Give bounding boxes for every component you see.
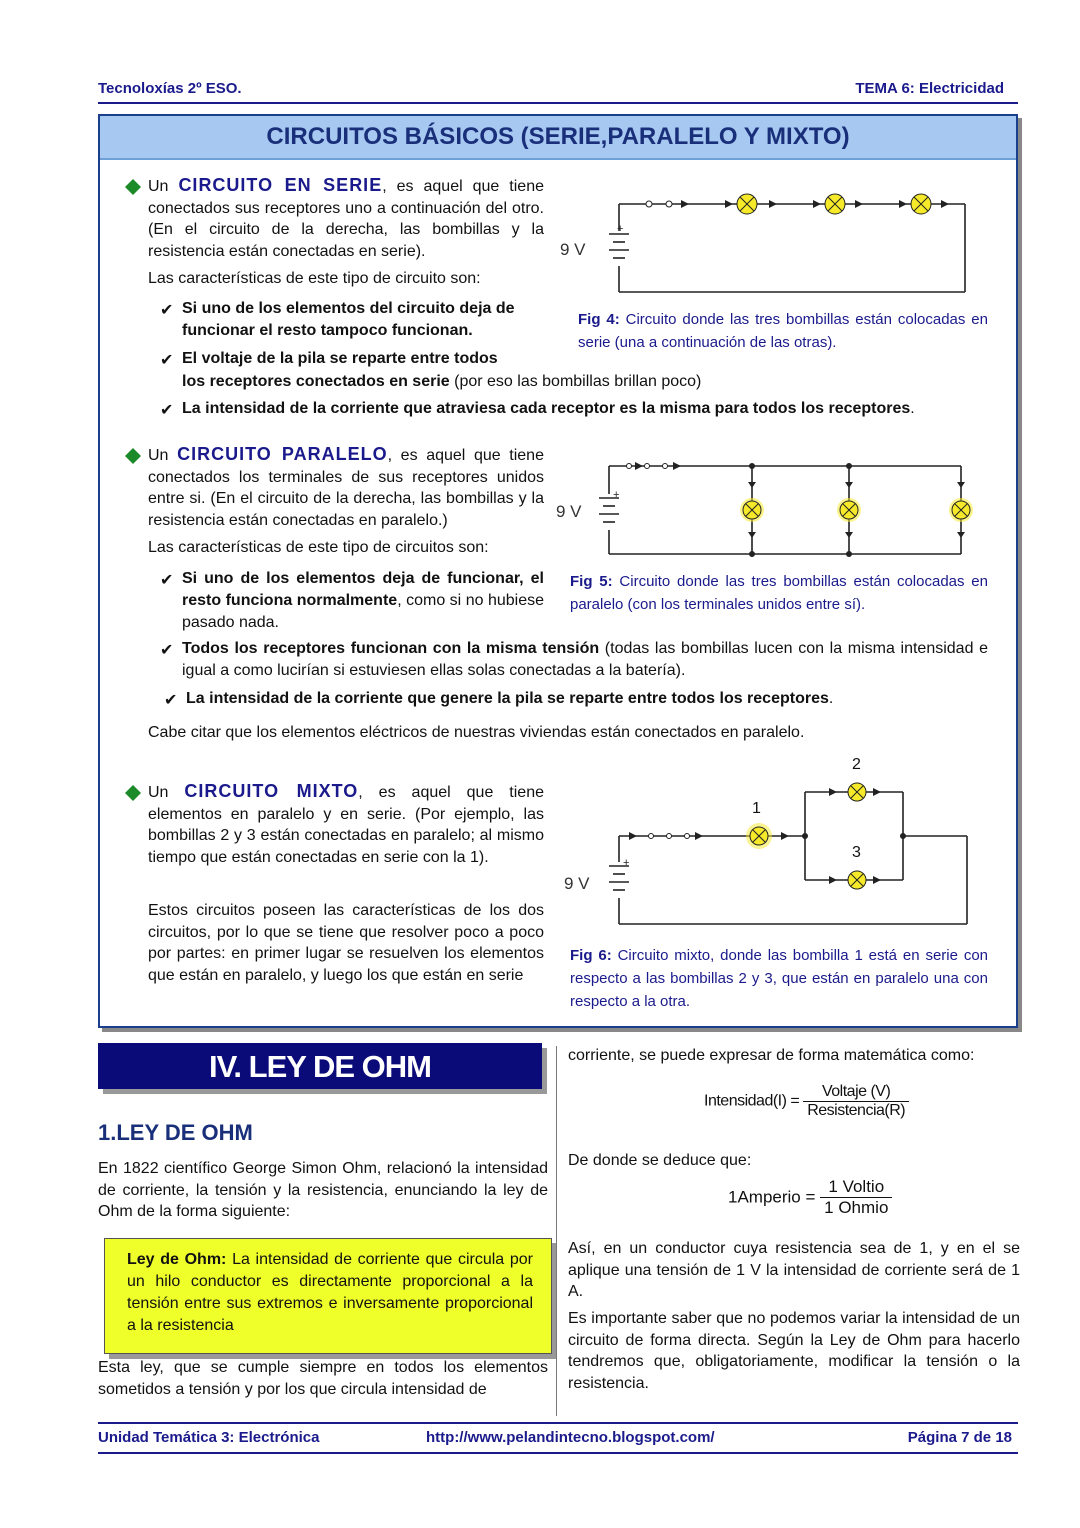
header-left: Tecnoloxías 2º ESO.	[98, 80, 242, 97]
bulb-icon	[740, 498, 764, 522]
series-circuit-diagram	[555, 186, 975, 296]
parallel-circuit-diagram	[555, 456, 975, 560]
ohm-law-text: Ley de Ohm: La intensidad de corriente que circula por un hilo conductor es directamente proporcional a la tensión entre sus extremos e inversamente proporcional a la resistencia	[127, 1251, 534, 1334]
fig5-caption: Fig 5: Circuito donde las tres bombillas están colocadas en paralelo (con los terminales unidos entre sí).	[570, 573, 988, 613]
mixto-keyword: CIRCUITO MIXTO	[184, 781, 359, 801]
bulb-icon	[848, 871, 866, 889]
ohm-right-3: Así, en un conductor cuya resistencia sea de 1, y en el se aplique una tensión de 1 V la intensidad de corriente será de 1 A.	[568, 1240, 1020, 1300]
parallel-battery-label: 9 V	[556, 502, 582, 521]
bulb-2-label: 2	[852, 756, 861, 773]
mixed-circuit-diagram	[555, 756, 975, 931]
bulb-icon	[949, 498, 973, 522]
bulb-icon	[737, 194, 757, 214]
serie-char-3: La intensidad de la corriente que atraviesa cada receptor es la misma para todos los receptores.	[182, 400, 915, 417]
mixto-description-2: Estos circuitos poseen las características de los dos circuitos, por lo que se tiene que resolver poco a poco por partes: en primer lugar se resuelven los elementos que están en paralelo, y luego los que están en serie	[148, 902, 544, 984]
serie-intro: Las características de este tipo de circuito son:	[148, 270, 481, 287]
formula-1-numerator: Voltaje (V)	[803, 1083, 909, 1102]
check-icon: ✔	[160, 642, 174, 659]
svg-text:+: +	[613, 489, 620, 501]
serie-char-2a: El voltaje de la pila se reparte entre todos	[182, 350, 498, 367]
bulb-1-label: 1	[752, 800, 761, 817]
section-title: IV. LEY DE OHM	[98, 1043, 542, 1089]
footer-left: Unidad Temática 3: Electrónica	[98, 1429, 320, 1446]
footer-url[interactable]: http://www.pelandintecno.blogspot.com/	[426, 1429, 715, 1446]
mixto-description: Un CIRCUITO MIXTO, es aquel que tiene elementos en paralelo y en serie. (Por ejemplo, las bombillas 2 y 3 están conectadas en paralelo; al mismo tiempo que están conectadas en serie con la 1).	[148, 781, 544, 866]
paralelo-description: Un CIRCUITO PARALELO, es aquel que tiene conectados los terminales de sus receptores unidos entre si. (En el circuito de la derecha, las bombillas y la resistencia están conectadas en paralelo.)	[148, 444, 544, 529]
paralelo-char-3: La intensidad de la corriente que genere la pila se reparte entre todos los receptores.	[186, 690, 834, 707]
page-header	[98, 78, 1018, 104]
subsection-title: 1.LEY DE OHM	[98, 1120, 253, 1145]
bulb-icon	[825, 194, 845, 214]
diamond-bullet-icon	[124, 447, 142, 465]
check-icon: ✔	[160, 572, 174, 589]
header-right: TEMA 6: Electricidad	[855, 80, 1004, 97]
fig6-caption: Fig 6: Circuito mixto, donde las bombilla 1 está en serie con respecto a las bombillas 2 y 3, que están en paralelo una con respecto a la otra.	[570, 947, 988, 1010]
circuits-box	[98, 114, 1018, 1028]
page-footer	[98, 1422, 1018, 1454]
serie-char-1: Si uno de los elementos del circuito deja de funcionar el resto tampoco funcionan.	[182, 300, 515, 339]
check-icon: ✔	[160, 402, 174, 419]
serie-keyword: CIRCUITO EN SERIE	[178, 175, 383, 195]
ohm-right-2: De donde se deduce que:	[568, 1152, 752, 1169]
diamond-bullet-icon	[124, 784, 142, 802]
bulb-icon	[848, 783, 866, 801]
ohm-formula-2: 1Amperio = $\frac{\text{1 Voltio}}{\text{1 Ohmio}}$	[728, 1177, 892, 1218]
ohm-right-4: Es importante saber que no podemos variar la intensidad de un circuito de forma directa. Según la Ley de Ohm para hacerlo tendremos que, obligatoriamente, modificar la tensión o la resistencia.	[568, 1310, 1020, 1392]
ohm-law-box	[104, 1238, 552, 1354]
paralelo-char-1: Si uno de los elementos deja de funcionar, el resto funciona normalmente, como si no hubiese pasado nada.	[182, 570, 544, 631]
bulb-icon	[746, 823, 772, 849]
ohm-paragraph-2: Esta ley, que se cumple siempre en todos los elementos sometidos a tensión y por los que circula intensidad de	[98, 1359, 548, 1398]
bulb-icon	[837, 498, 861, 522]
diamond-bullet-icon	[124, 178, 142, 196]
paralelo-keyword: CIRCUITO PARALELO	[177, 444, 388, 464]
ohm-right-1: corriente, se puede expresar de forma matemática como:	[568, 1047, 975, 1064]
paralelo-char-2: Todos los receptores funcionan con la misma tensión (todas las bombillas lucen con la misma intensidad e igual a como lucirían si estuviesen ellas solas conectadas a la batería).	[182, 640, 989, 679]
fig4-caption: Fig 4: Circuito donde las tres bombillas están colocadas en serie (una a continuación de las otras).	[578, 311, 988, 351]
serie-char-2b: los receptores conectados en serie (por eso las bombillas brillan poco)	[182, 373, 702, 390]
circuits-title: CIRCUITOS BÁSICOS (SERIE,PARALELO Y MIXTO)	[100, 116, 1016, 160]
formula-2-denominator: 1 Ohmio	[824, 1198, 889, 1217]
svg-text:+: +	[617, 223, 624, 235]
formula-1-denominator: Resistencia(R)	[807, 1102, 906, 1119]
check-icon: ✔	[160, 352, 174, 369]
check-icon: ✔	[164, 692, 178, 709]
formula-2-numerator: 1 Voltio	[820, 1177, 892, 1198]
serie-description: Un CIRCUITO EN SERIE, es aquel que tiene conectados sus receptores uno a continuación del otro. (En el circuito de la derecha, las bombillas y la resistencia están conectadas en serie).	[148, 175, 544, 260]
ohm-paragraph-1: En 1822 científico George Simon Ohm, relacionó la intensidad de corriente, la tensión y la resistencia, enunciando la ley de Ohm de la forma siguiente:	[98, 1160, 548, 1220]
ohm-formula-1: Intensidad(I) = $\frac{\text{Voltaje (V)}}{\text{Resistencia(R)}}$	[704, 1083, 909, 1120]
paralelo-note: Cabe citar que los elementos eléctricos de nuestras viviendas están conectados en paralelo.	[148, 724, 805, 741]
paralelo-intro: Las características de este tipo de circuitos son:	[148, 539, 489, 556]
bulb-3-label: 3	[852, 844, 861, 861]
mixed-battery-label: 9 V	[564, 874, 590, 893]
check-icon: ✔	[160, 302, 174, 319]
footer-page: Página 7 de 18	[907, 1429, 1012, 1446]
svg-text:+: +	[623, 857, 630, 869]
column-divider	[556, 1046, 557, 1416]
series-battery-label: 9 V	[560, 240, 586, 259]
bulb-icon	[911, 194, 931, 214]
